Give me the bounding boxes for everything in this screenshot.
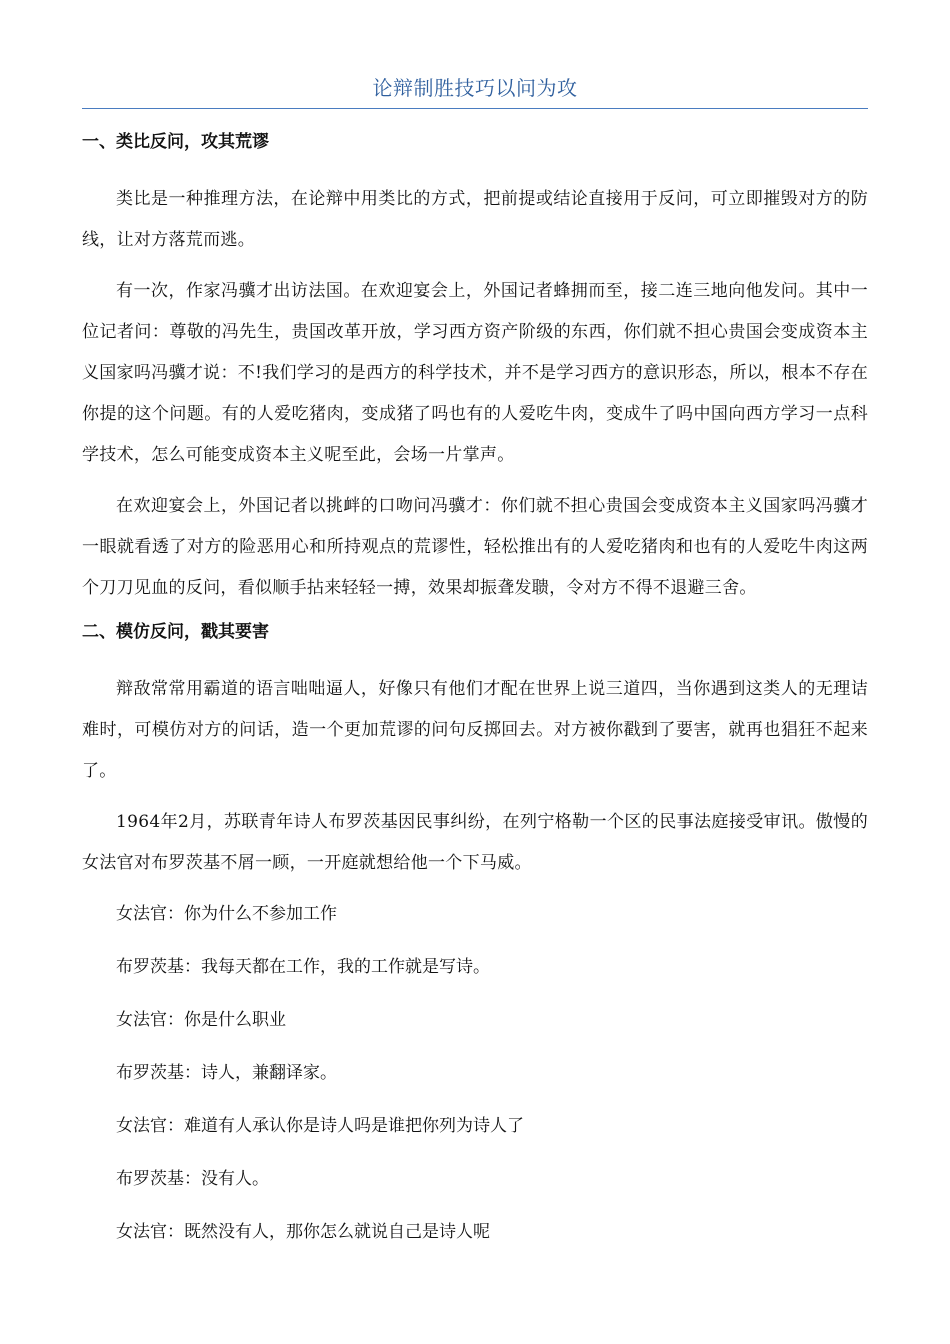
dialogue-line: 女法官：既然没有人，那你怎么就说自己是诗人呢 (116, 1222, 490, 1242)
dialogue-line: 布罗茨基：我每天都在工作，我的工作就是写诗。 (116, 957, 490, 977)
section-2-paragraph: 辩敌常常用霸道的语言咄咄逼人，好像只有他们才配在世界上说三道四，当你遇到这类人的无理诘难时，可模仿对方的问话，造一个更加荒谬的问句反掷回去。对方被你戳到了要害，就再也猖狂不起来了。 (82, 679, 868, 781)
dialogue-line: 女法官：你是什么职业 (116, 1010, 286, 1030)
section-2-heading: 二、模仿反问，戳其要害 (82, 622, 269, 642)
dialogue-line: 女法官：难道有人承认你是诗人吗是谁把你列为诗人了 (116, 1116, 524, 1136)
section-1-paragraph: 类比是一种推理方法，在论辩中用类比的方式，把前提或结论直接用于反问，可立即摧毁对方的防线，让对方落荒而逃。 (82, 189, 868, 250)
section-1-paragraph: 有一次，作家冯骥才出访法国。在欢迎宴会上，外国记者蜂拥而至，接二连三地向他发问。其中一位记者问：尊敬的冯先生，贵国改革开放，学习西方资产阶级的东西，你们就不担心贵国会变成资本主义国家吗冯骥才说：不!我们学习的是西方的科学技术，并不是学习西方的意识形态，所以，根本不存在你提的这个问题。有的人爱吃猪肉，变成猪了吗也有的人爱吃牛肉，变成牛了吗中国向西方学习一点科学技术，怎么可能变成资本主义呢至此，会场一片掌声。 (82, 281, 868, 465)
dialogue-line: 布罗茨基：诗人，兼翻译家。 (116, 1063, 337, 1083)
section-1-paragraph: 在欢迎宴会上，外国记者以挑衅的口吻问冯骥才：你们就不担心贵国会变成资本主义国家吗冯骥才一眼就看透了对方的险恶用心和所持观点的荒谬性，轻松推出有的人爱吃猪肉和也有的人爱吃牛肉这两个刀刀见血的反问，看似顺手拈来轻轻一搏，效果却振聋发聩，令对方不得不退避三舍。 (82, 496, 868, 598)
dialogue-line: 布罗茨基：没有人。 (116, 1169, 269, 1189)
dialogue-line: 女法官：你为什么不参加工作 (116, 904, 337, 924)
document-page (82, 70, 868, 1265)
document-title: 论辩制胜技巧以问为攻 (82, 70, 868, 109)
section-1-heading: 一、类比反问，攻其荒谬 (82, 132, 269, 152)
section-2-paragraph: 1964年2月，苏联青年诗人布罗茨基因民事纠纷，在列宁格勒一个区的民事法庭接受审讯。傲慢的女法官对布罗茨基不屑一顾，一开庭就想给他一个下马威。 (82, 812, 868, 873)
